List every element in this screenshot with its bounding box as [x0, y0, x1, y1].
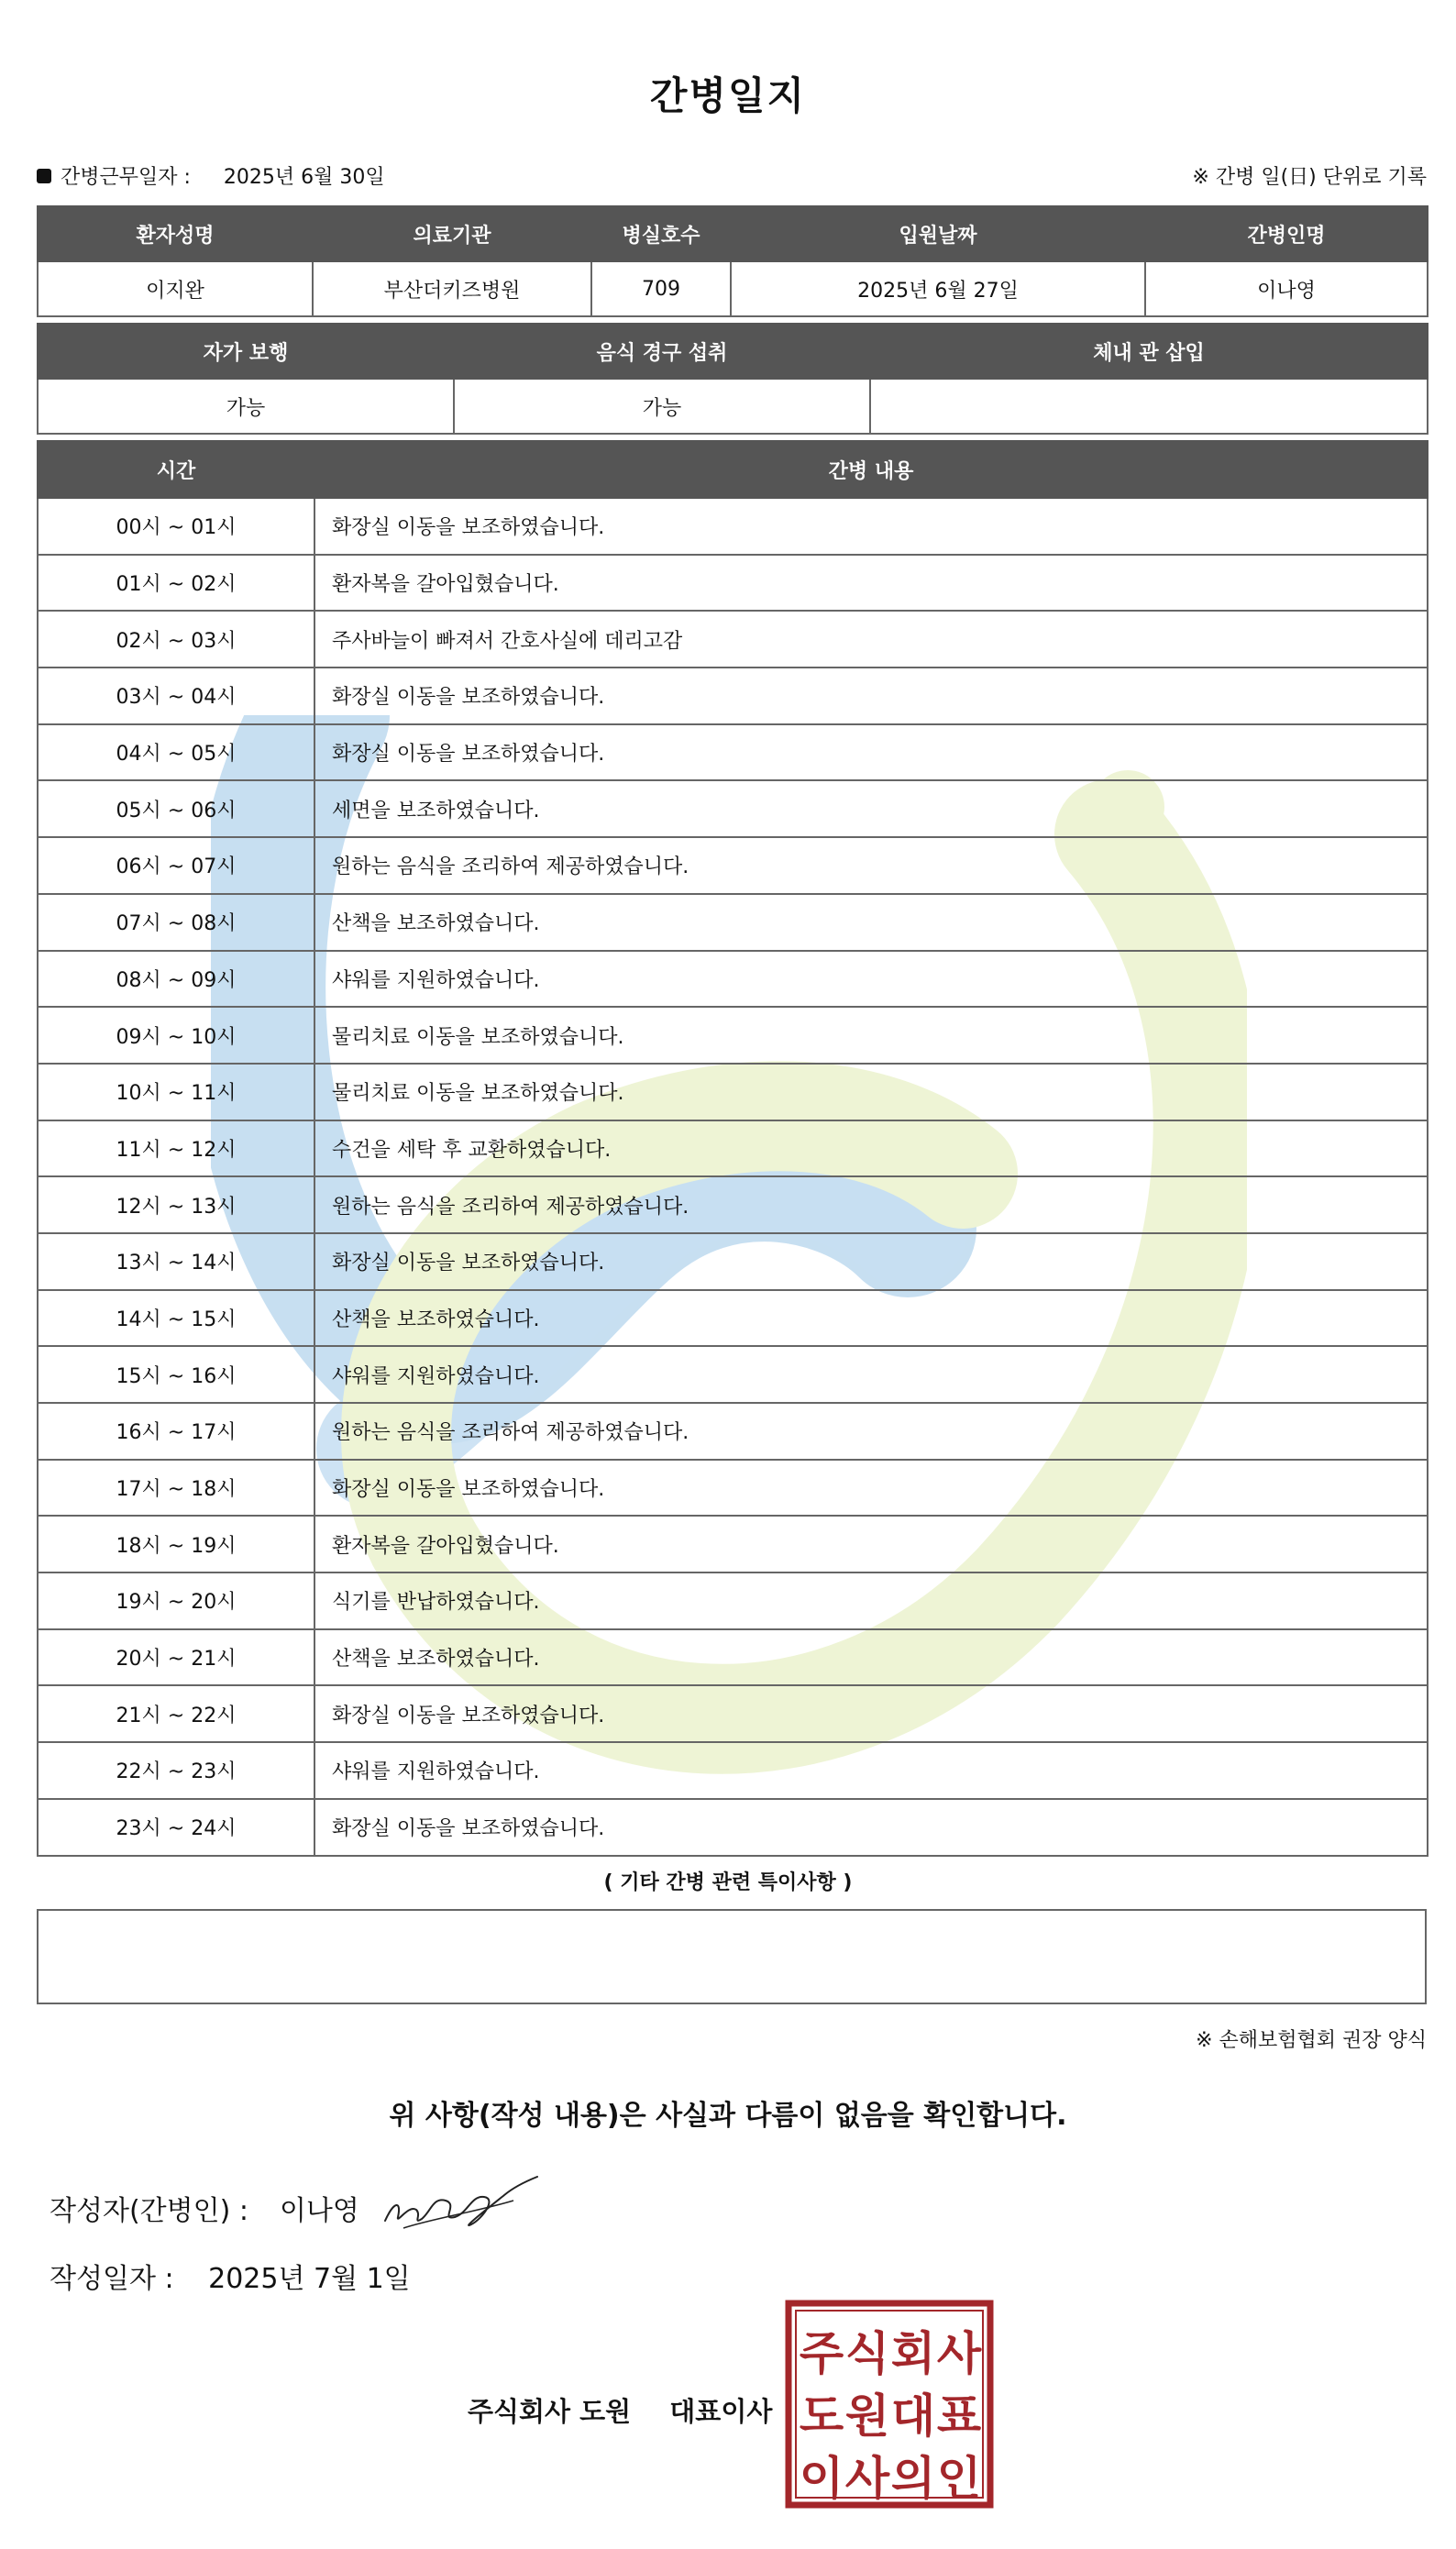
time-cell: 20시 ~ 21시 — [38, 1629, 314, 1686]
care-content-cell: 환자복을 갈아입혔습니다. — [314, 555, 1428, 612]
care-content-cell: 물리치료 이동을 보조하였습니다. — [314, 1007, 1428, 1064]
writer-row — [50, 2188, 359, 2228]
table-row — [38, 1516, 1428, 1572]
table-row — [38, 837, 1428, 894]
table-row — [38, 1346, 1428, 1403]
admission-date: 2025년 6월 27일 — [731, 261, 1145, 316]
table-row — [38, 668, 1428, 724]
svg-text:주: 주 — [799, 2327, 844, 2380]
caregiver-name: 이나영 — [1145, 261, 1428, 316]
table-row — [38, 1120, 1428, 1177]
table-row — [38, 1742, 1428, 1799]
work-date-group — [37, 161, 385, 190]
care-content-cell: 식기를 반납하였습니다. — [314, 1572, 1428, 1629]
care-content-cell: 산책을 보조하였습니다. — [314, 1290, 1428, 1347]
time-cell: 10시 ~ 11시 — [38, 1064, 314, 1120]
header-admission-date: 입원날짜 — [731, 206, 1145, 261]
notes-box — [37, 1909, 1427, 2004]
notes-title: ( 기타 간병 관련 특이사항 ) — [603, 1871, 853, 1894]
header-self-walking: 자가 보행 — [38, 324, 454, 379]
time-cell: 07시 ~ 08시 — [38, 894, 314, 951]
page-title: 간병일지 — [649, 73, 807, 118]
table-row — [38, 1572, 1428, 1629]
company-seal-stamp — [785, 2300, 994, 2509]
svg-text:의: 의 — [890, 2452, 936, 2505]
care-content-cell: 화장실 이동을 보조하였습니다. — [314, 1460, 1428, 1517]
table-row — [38, 498, 1428, 555]
time-cell: 00시 ~ 01시 — [38, 498, 314, 555]
oral-intake-value: 가능 — [454, 379, 870, 434]
care-content-cell: 샤워를 지원하였습니다. — [314, 951, 1428, 1008]
care-content-cell: 화장실 이동을 보조하였습니다. — [314, 1685, 1428, 1742]
header-hospital: 의료기관 — [313, 206, 591, 261]
meta-row — [37, 161, 1427, 189]
table-row — [38, 780, 1428, 837]
time-cell: 06시 ~ 07시 — [38, 837, 314, 894]
svg-text:도: 도 — [799, 2389, 844, 2443]
table-row — [38, 611, 1428, 668]
time-cell: 12시 ~ 13시 — [38, 1176, 314, 1233]
table-row — [38, 1460, 1428, 1517]
care-content-cell: 화장실 이동을 보조하였습니다. — [314, 1233, 1428, 1290]
handwritten-signature — [376, 2164, 541, 2237]
time-cell: 13시 ~ 14시 — [38, 1233, 314, 1290]
time-cell: 19시 ~ 20시 — [38, 1572, 314, 1629]
time-cell: 09시 ~ 10시 — [38, 1007, 314, 1064]
care-content-cell: 원하는 음식을 조리하여 제공하였습니다. — [314, 1176, 1428, 1233]
header-oral-intake: 음식 경구 섭취 — [454, 324, 870, 379]
header-room-number: 병실호수 — [591, 206, 731, 261]
care-log-table — [37, 440, 1428, 1857]
company-name: 주식회사 도원 — [468, 2396, 632, 2427]
writer-label: 작성자(간병인) : — [50, 2195, 248, 2227]
table-row — [38, 1176, 1428, 1233]
self-walking-value: 가능 — [38, 379, 454, 434]
svg-text:이: 이 — [799, 2452, 844, 2505]
table-row — [38, 724, 1428, 781]
table-row — [38, 1403, 1428, 1460]
time-cell: 14시 ~ 15시 — [38, 1290, 314, 1347]
care-content-cell: 수건을 세탁 후 교환하였습니다. — [314, 1120, 1428, 1177]
table-row — [38, 1064, 1428, 1120]
patient-name: 이지완 — [38, 261, 313, 316]
time-cell: 03시 ~ 04시 — [38, 668, 314, 724]
table-row — [38, 1629, 1428, 1686]
care-content-cell: 화장실 이동을 보조하였습니다. — [314, 724, 1428, 781]
time-cell: 04시 ~ 05시 — [38, 724, 314, 781]
svg-text:표: 표 — [936, 2389, 982, 2443]
time-cell: 08시 ~ 09시 — [38, 951, 314, 1008]
care-content-cell: 샤워를 지원하였습니다. — [314, 1742, 1428, 1799]
writer-name: 이나영 — [279, 2195, 359, 2227]
patient-info-table — [37, 205, 1428, 317]
written-date-row — [50, 2256, 411, 2296]
time-cell: 02시 ~ 03시 — [38, 611, 314, 668]
care-content-cell: 화장실 이동을 보조하였습니다. — [314, 668, 1428, 724]
table-row — [38, 1007, 1428, 1064]
square-bullet-icon — [37, 169, 51, 183]
recommend-note: ※ 손해보험협회 권장 양식 — [1196, 2029, 1427, 2052]
work-date-value: 2025년 6월 30일 — [223, 166, 385, 189]
header-care-content: 간병 내용 — [314, 441, 1428, 498]
time-cell: 11시 ~ 12시 — [38, 1120, 314, 1177]
svg-text:사: 사 — [844, 2452, 890, 2505]
table-row — [38, 951, 1428, 1008]
svg-text:대: 대 — [890, 2389, 936, 2443]
table-row — [38, 894, 1428, 951]
care-content-cell: 원하는 음식을 조리하여 제공하였습니다. — [314, 837, 1428, 894]
care-content-cell: 산책을 보조하였습니다. — [314, 894, 1428, 951]
table-row — [38, 1685, 1428, 1742]
time-cell: 18시 ~ 19시 — [38, 1516, 314, 1572]
svg-text:회: 회 — [890, 2327, 936, 2380]
written-date-label: 작성일자 : — [50, 2263, 174, 2295]
care-content-cell: 화장실 이동을 보조하였습니다. — [314, 1799, 1428, 1856]
svg-text:원: 원 — [844, 2389, 890, 2443]
care-content-cell: 샤워를 지원하였습니다. — [314, 1346, 1428, 1403]
time-cell: 21시 ~ 22시 — [38, 1685, 314, 1742]
header-caregiver-name: 간병인명 — [1145, 206, 1428, 261]
table-row — [38, 1799, 1428, 1856]
care-content-cell: 화장실 이동을 보조하였습니다. — [314, 498, 1428, 555]
svg-text:인: 인 — [936, 2452, 982, 2505]
care-content-cell: 물리치료 이동을 보조하였습니다. — [314, 1064, 1428, 1120]
care-content-cell: 원하는 음식을 조리하여 제공하였습니다. — [314, 1403, 1428, 1460]
time-cell: 05시 ~ 06시 — [38, 780, 314, 837]
company-signature-line — [468, 2391, 772, 2429]
room-number: 709 — [591, 261, 731, 316]
header-tube-insertion: 체내 관 삽입 — [870, 324, 1428, 379]
care-content-cell: 환자복을 갈아입혔습니다. — [314, 1516, 1428, 1572]
patient-status-table — [37, 323, 1428, 435]
svg-text:식: 식 — [844, 2327, 890, 2380]
unit-note: ※ 간병 일(日) 단위로 기록 — [1192, 166, 1427, 189]
time-cell: 23시 ~ 24시 — [38, 1799, 314, 1856]
svg-text:사: 사 — [936, 2327, 982, 2380]
care-content-cell: 세면을 보조하였습니다. — [314, 780, 1428, 837]
ceo-title: 대표이사 — [669, 2396, 773, 2427]
time-cell: 16시 ~ 17시 — [38, 1403, 314, 1460]
table-row — [38, 555, 1428, 612]
header-patient-name: 환자성명 — [38, 206, 313, 261]
care-content-cell: 주사바늘이 빠져서 간호사실에 데리고감 — [314, 611, 1428, 668]
written-date-value: 2025년 7월 1일 — [208, 2263, 411, 2295]
confirmation-statement: 위 사항(작성 내용)은 사실과 다름이 없음을 확인합니다. — [389, 2100, 1067, 2132]
table-row — [38, 1233, 1428, 1290]
table-row — [38, 1290, 1428, 1347]
time-cell: 22시 ~ 23시 — [38, 1742, 314, 1799]
time-cell: 17시 ~ 18시 — [38, 1460, 314, 1517]
tube-insertion-value — [870, 379, 1428, 434]
work-date-label: 간병근무일자 : — [61, 166, 191, 189]
time-cell: 15시 ~ 16시 — [38, 1346, 314, 1403]
care-content-cell: 산책을 보조하였습니다. — [314, 1629, 1428, 1686]
header-time: 시간 — [38, 441, 314, 498]
hospital-name: 부산더키즈병원 — [313, 261, 591, 316]
time-cell: 01시 ~ 02시 — [38, 555, 314, 612]
